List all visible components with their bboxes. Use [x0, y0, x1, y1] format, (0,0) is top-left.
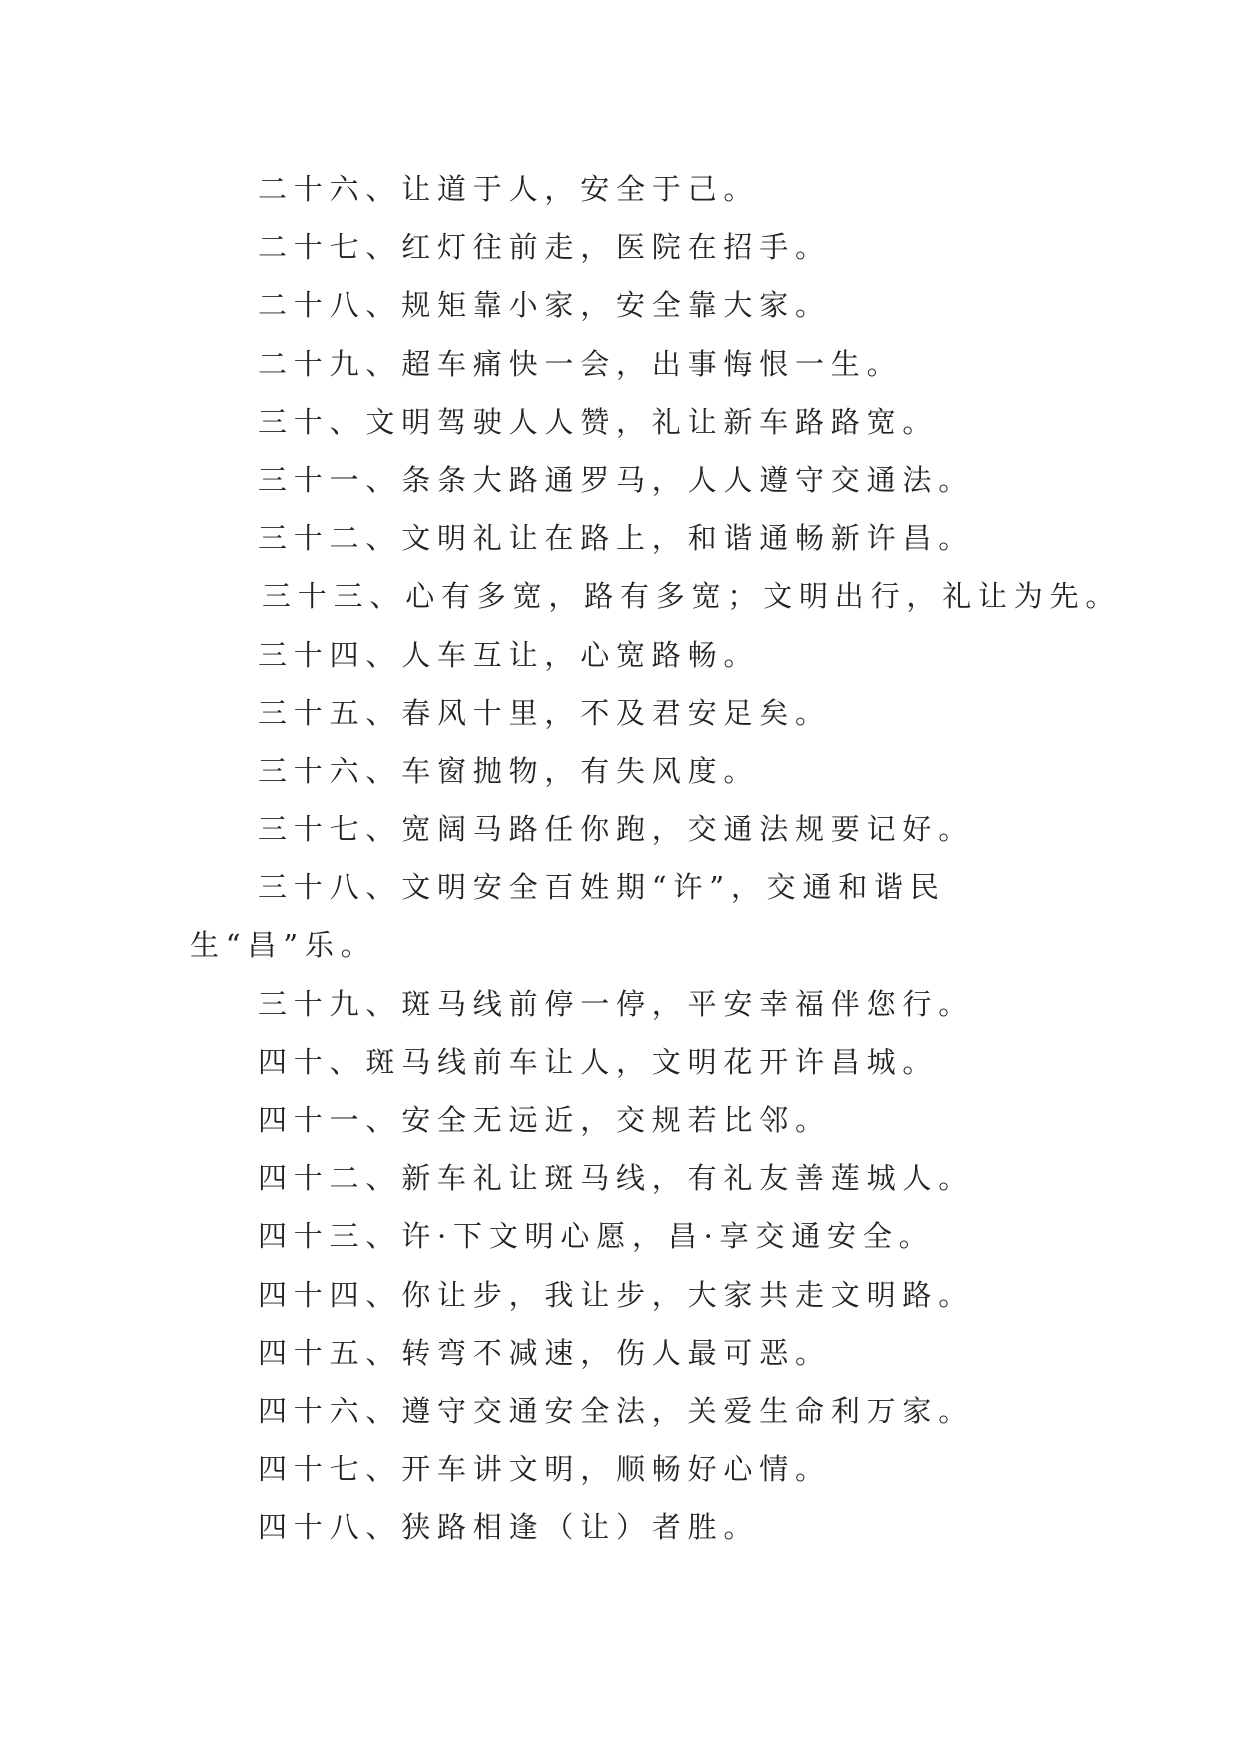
slogan-line: 二十七、红灯往前走，医院在招手。: [258, 230, 831, 265]
slogan-line: 三十七、宽阔马路任你跑，交通法规要记好。: [258, 812, 975, 847]
slogan-line: 三十四、人车互让，心宽路畅。: [258, 637, 760, 672]
slogan-line: 二十八、规矩靠小家，安全靠大家。: [258, 288, 831, 323]
slogan-line: 四十八、狭路相逢（让）者胜。: [258, 1510, 760, 1545]
slogan-line: 四十、斑马线前车让人，文明花开许昌城。: [258, 1044, 939, 1079]
slogan-line: 四十三、许·下文明心愿，昌·享交通安全。: [258, 1219, 935, 1254]
slogan-line: 三十六、车窗抛物，有失风度。: [258, 753, 760, 788]
slogan-line: 四十二、新车礼让斑马线，有礼友善莲城人。: [258, 1161, 975, 1196]
slogan-line: 三十九、斑马线前停一停，平安幸福伴您行。: [258, 986, 975, 1021]
slogan-line: 三十三、心有多宽，路有多宽；文明出行，礼让为先。: [262, 579, 1122, 614]
slogan-line: 三十二、文明礼让在路上，和谐通畅新许昌。: [258, 521, 975, 556]
slogan-line-wrapped: 三十八、文明安全百姓期“许”，交通和谐民生“昌”乐。: [190, 870, 946, 963]
slogan-line: 三十五、春风十里，不及君安足矣。: [258, 695, 831, 730]
slogan-line: 四十五、转弯不减速，伤人最可恶。: [258, 1335, 831, 1370]
slogan-line: 二十六、让道于人，安全于己。: [258, 172, 760, 206]
slogan-line: 三十一、条条大路通罗马，人人遵守交通法。: [258, 462, 975, 497]
slogan-line: 四十一、安全无远近，交规若比邻。: [258, 1103, 831, 1138]
slogan-list: [190, 160, 1122, 1557]
slogan-line: 四十四、你让步，我让步，大家共走文明路。: [258, 1277, 975, 1312]
slogan-line: 二十九、超车痛快一会，出事悔恨一生。: [258, 346, 903, 381]
slogan-line: 四十六、遵守交通安全法，关爱生命利万家。: [258, 1393, 975, 1428]
slogan-line: 四十七、开车讲文明，顺畅好心情。: [258, 1452, 831, 1487]
slogan-line: 三十、文明驾驶人人赞，礼让新车路路宽。: [258, 404, 939, 439]
